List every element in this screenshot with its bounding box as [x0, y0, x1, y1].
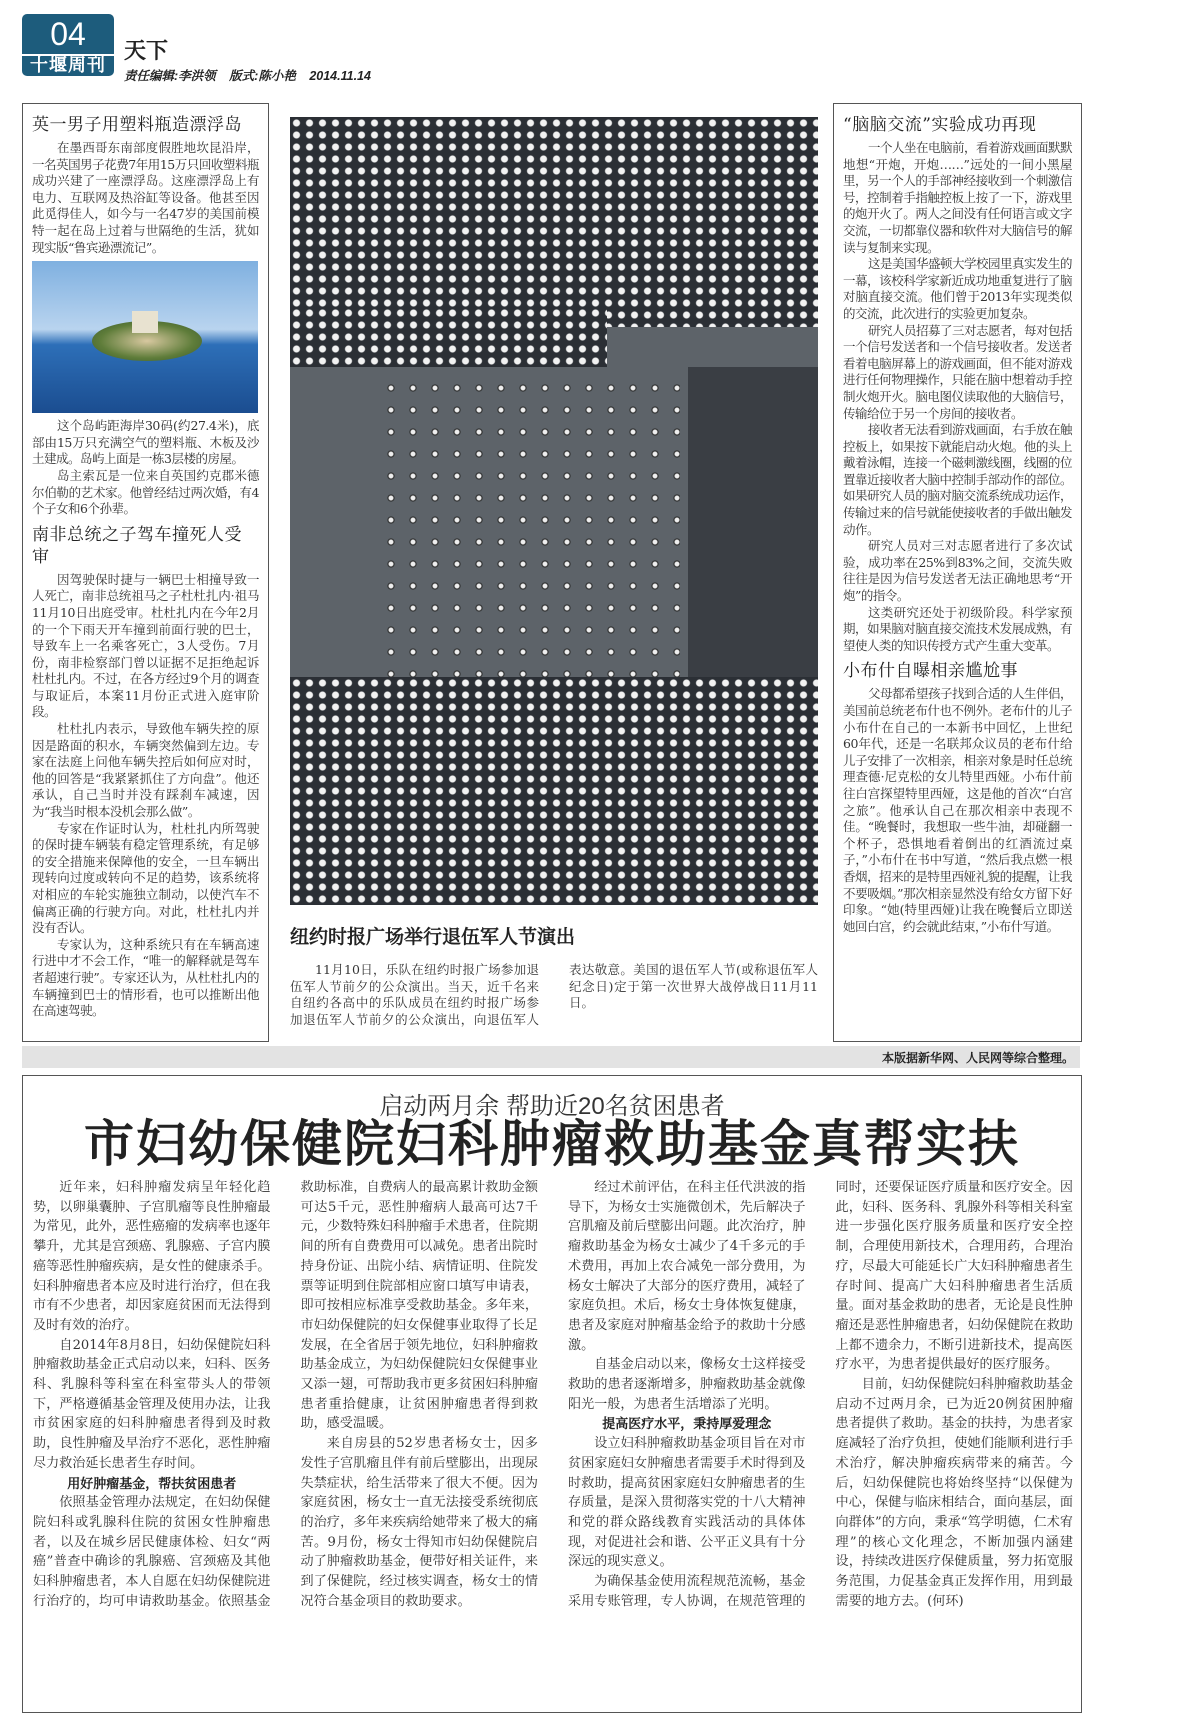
paragraph: 自基金启动以来，像杨女士这样接受救助的患者逐渐增多，肿瘤救助基金就像阳光一般，为患者生活增添了光明。 [568, 1357, 806, 1412]
issue-date: 2014.11.14 [309, 69, 371, 83]
page-number: 04 [22, 14, 114, 56]
paragraph: 这类研究还处于初级阶段。科学家预期，如果脑对脑直接交流技术发展成熟，有望使人类的知识传授方式产生重大变革。 [843, 604, 1072, 653]
marching-band-photo [290, 117, 818, 905]
subhead: 提高医疗水平，秉持厚爱理念 [602, 1416, 772, 1432]
subhead: 用好肿瘤基金，帮扶贫困患者 [67, 1475, 237, 1491]
paragraph: 近年来，妇科肿瘤发病呈年轻化趋势，以卵巢囊肿、子宫肌瘤等良性肿瘤最为常见，此外，恶性癌瘤的发病率也逐年攀升，尤其是宫颈癌、乳腺癌、子宫内膜癌等恶性肿瘤疾病，是女性的健康杀手。妇科肿瘤患者本应及时进行治疗，但在我市有不少患者，却因家庭贫困而无法得到及时有效的治疗。 [33, 1180, 271, 1333]
paragraph: 专家在作证时认为，杜杜扎内所驾驶的保时捷车辆装有稳定管理系统，有足够的安全措施来保障他的安全，一旦车辆出现转向过度或转向不足的趋势，该系统将对相应的车轮实施独立制动，以使汽车不偏离正确的行驶方向。对此，杜杜扎内并没有否认。 [32, 820, 259, 936]
caption-text: 11月10日，乐队在纽约时报广场参加退伍军人节前夕的公众演出。当天，近千名来自纽约各高中的乐队成员在纽约时报广场参加退伍军人节前夕的公众演出，向退伍军人表达敬意。美国的退伍军人节(或称退伍军人纪念日)定于第一次世界大战停战日11月11日。 [290, 962, 818, 1027]
article-title: 南非总统之子驾车撞死人受审 [32, 524, 242, 567]
paragraph: 为确保基金使用流程规范流畅，基金采用专账管理，专人协调，在规范管理的同时，还要保证医疗质量和医疗安全。因此，妇科、医务科、乳腺外科等相关科室进一步强化医疗服务质量和医疗安全控制，合理使用新技术，合理用药，合理治疗，尽最大可能延长广大妇科肿瘤患者生存时间、提高广大妇科肿瘤患者生活质量。面对基金救助的患者，无论是良性肿瘤还是恶性肿瘤患者，妇幼保健院在救助上都不遗余力，不断引进新技术，提高医疗水平，为患者提供最好的医疗服务。 [568, 1180, 1073, 1609]
paragraph: 专家认为，这种系统只有在车辆高速行进中才不会工作，“唯一的解释就是驾车者超速行驶”。专家还认为，从杜杜扎内的车辆撞到巴士的情形看，也可以推断出他在高速驾驶。 [32, 936, 259, 1019]
paragraph: 经过术前评估，在科主任代洪波的指导下，为杨女士实施微创术，先后解决子宫肌瘤及前后壁膨出问题。此次治疗，肿瘤救助基金为杨女士减少了4千多元的手术费用，再加上农合减免一部分费用，为杨女士解决了大部分的医疗费用，减轻了家庭负担。术后，杨女士身体恢复健康，患者及家庭对肿瘤基金给予的救助十分感激。 [568, 1180, 806, 1353]
feature-article [22, 1075, 1082, 1713]
article-title: 英一男子用塑料瓶造漂浮岛 [32, 115, 242, 135]
page-badge [22, 14, 114, 76]
paragraph: 父母都希望孩子找到合适的人生伴侣，美国前总统老布什也不例外。老布什的儿子小布什在自己的一本新书中回忆，上世纪60年代，还是一名联邦众议员的老布什给儿子安排了一次相亲，相亲对象是时任总统理查德·尼克松的女儿特里西娅。小布什前往白宫探望特里西娅，这是他的首次“白宫之旅”。他承认自己在那次相亲中表现不佳。“晚餐时，我想取一些牛油，却碰翻一个杯子，恐惧地看着倒出的红酒流过桌子，”小布什在书中写道，“然后我点燃一根香烟，招来的是特里西娅礼貌的提醒，让我不要吸烟。”那次相亲显然没有给女方留下好印象。“她(特里西娅)让我在晚餐后立即送她回白宫，约会就此结束，”小布什写道。 [843, 686, 1073, 934]
credits-line [124, 66, 381, 84]
feature-headline: 市妇幼保健院妇科肿瘤救助基金真帮实扶 [84, 1114, 1020, 1173]
editor-credit: 责任编辑:李洪领 [124, 69, 216, 83]
paper-name: 十堰周刊 [30, 55, 106, 76]
layout-credit: 版式:陈小艳 [229, 69, 296, 83]
paragraph: 接收者无法看到游戏画面，右手放在触控板上，如果按下就能启动火炮。他的头上戴着泳帽，连接一个磁刺激线圈，线圈的位置靠近接收者大脑中控制手部动作的部位。如果研究人员的脑对脑交流系统成功运作，传输过来的信号就能使接收者的手做出触发动作。 [843, 422, 1073, 537]
paragraph: 这个岛屿距海岸30码(约27.4米)，底部由15万只充满空气的塑料瓶、木板及沙土建成。岛屿上面是一栋3层楼的房屋。 [32, 418, 259, 467]
section-title: 天下 [124, 38, 169, 64]
photo-caption-title: 纽约时报广场举行退伍军人节演出 [290, 926, 576, 948]
paragraph: 这是美国华盛顿大学校园里真实发生的一幕，该校科学家新近成功地重复进行了脑对脑直接交流。他们曾于2013年实现类似的交流，此次进行的实验更加复杂。 [843, 256, 1073, 321]
paragraph: 研究人员对三对志愿者进行了多次试验，成功率在25%到83%之间，交流失败往往是因为信号发送者无法正确地思考“开炮”的指令。 [843, 538, 1072, 604]
paragraph: 依照基金管理办法规定，在妇幼保健院妇科或乳腺科住院的贫困女性肿瘤患者，以及在城乡居民健康体检、妇女“两癌”普查中确诊的乳腺癌、宫颈癌及其他妇科肿瘤患者，本人自愿在妇幼保健院进行治疗的，均可申请救助基金。依照基金救助标准，自费病人的最高累计救助金额可达5千元，恶性肿瘤病人最高可达7千元，少数特殊妇科肿瘤手术患者，住院期间的所有自费费用可以减免。患者出院时持身份证、出院小结、病情证明、住院发票等证明到住院部相应窗口填写申请表，即可按相应标准享受救助基金。多年来，市妇幼保健院的妇女保健事业取得了长足发展，在全省居于领先地位，妇科肿瘤救助基金成立，为妇幼保健院妇女保健事业又添一翅，可帮助我市更多贫困妇科肿瘤患者重拾健康，让贫困肿瘤患者得到救助，感受温暖。 [33, 1180, 538, 1609]
source-note: 本版据新华网、人民网等综合整理。 [881, 1051, 1074, 1065]
island-photo [32, 261, 258, 413]
paragraph: 杜杜扎内表示，导致他车辆失控的原因是路面的积水，车辆突然偏到左边。专家在法庭上问他车辆失控后如何应对时，他的回答是“我紧紧抓住了方向盘”。他还承认，自己当时并没有踩刹车减速，因为“我当时根本没机会那么做”。 [32, 721, 259, 820]
article-title: “脑脑交流”实验成功再现 [843, 115, 1037, 135]
paragraph: 来自房县的52岁患者杨女士，因多发性子宫肌瘤且伴有前后壁膨出，出现尿失禁症状，给生活带来了很大不便。因为家庭贫困，杨女士一直无法接受系统彻底的治疗，多年来疾病给她带来了极大的痛苦。9月份，杨女士得知市妇幼保健院启动了肿瘤救助基金，便带好相关证件，来到了保健院，经过核实调查，杨女士的情况符合基金项目的救助要求。 [300, 1436, 538, 1609]
paragraph: 目前，妇幼保健院妇科肿瘤救助基金启动不过两月余，已为近20例贫困肿瘤患者提供了救助。基金的扶持，为患者家庭减轻了治疗负担，使她们能顺利进行手术治疗，解决肿瘤疾病带来的痛苦。今后，妇幼保健院也将始终坚持“以保健为中心，保健与临床相结合，面向基层，面向群体”的方向，秉承“笃学明德，仁术宥理”的核心文化理念，不断加强内涵建设，持续改进医疗保健质量，努力拓宽服务范围，力促基金真正发挥作用，用到最需要的地方去。(何环) [835, 1377, 1073, 1609]
paragraph: 自2014年8月8日，妇幼保健院妇科肿瘤救助基金正式启动以来，妇科、医务科、乳腺科等科室在科室带头人的带领下，严格遵循基金管理及使用办法，让我市贫困家庭的妇科肿瘤患者得到及时救助，良性肿瘤及早治疗不恶化，恶性肿瘤尽力救治延长患者生存时间。 [33, 1337, 271, 1471]
paragraph: 研究人员招募了三对志愿者，每对包括一个信号发送者和一个信号接收者。发送者看着电脑屏幕上的游戏画面，但不能对游戏进行任何物理操作，只能在脑中想着动手控制火炮开火。脑电图仪读取他的大脑信号，传输给位于另一个房间的接收者。 [843, 322, 1073, 421]
feature-body [33, 1178, 1073, 1706]
paragraph: 在墨西哥东南部度假胜地坎昆沿岸，一名英国男子花费7年用15万只回收塑料瓶成功兴建了一座漂浮岛。这座漂浮岛上有电力、互联网及热浴缸等设备。他甚至因此觅得佳人，如今与一名47岁的美国前模特一起在岛上过着与世隔绝的生活，犹如现实版“鲁宾逊漂流记”。 [32, 140, 259, 255]
photo-caption [290, 962, 818, 1028]
paragraph: 设立妇科肿瘤救助基金项目旨在对市贫困家庭妇女肿瘤患者需要手术时得到及时救助，提高贫困家庭妇女肿瘤患者的生存质量，是深入贯彻落实党的十八大精神和党的群众路线教育实践活动的具体体现，对促进社会和谐、公平正义具有十分深远的现实意义。 [568, 1436, 806, 1570]
paragraph: 因驾驶保时捷与一辆巴士相撞导致一人死亡，南非总统祖马之子杜杜扎内·祖马11月10日出庭受审。杜杜扎内在今年2月的一个下雨天开车撞到前面行驶的巴士，导致车上一名乘客死亡，3人受伤。7月份，南非检察部门曾以证据不足拒绝起诉杜杜扎内。不过，在各方经过9个月的调查与取证后，本案11月份正式进入庭审阶段。 [32, 571, 259, 720]
article-title: 小布什自曝相亲尴尬事 [843, 661, 1018, 682]
feature-subtitle: 启动两月余 帮助近20名贫困患者 [379, 1093, 725, 1120]
left-column [22, 103, 269, 1042]
paragraph: 一个人坐在电脑前，看着游戏画面默默地想“开炮，开炮……”远处的一间小黑屋里，另一个人的手部神经接收到一个刺激信号，控制着手指触控板上按了一下，游戏里的炮开火了。两人之间没有任何语言或文字交流，一切都靠仪器和软件对大脑信号的解读与复制来实现。 [843, 140, 1073, 255]
source-band [22, 1046, 1080, 1068]
paragraph: 岛主索瓦是一位来自英国约克郡米德尔伯勒的艺术家。他曾经结过两次婚，有4个子女和6个孙辈。 [32, 467, 259, 517]
right-column [833, 103, 1082, 1042]
